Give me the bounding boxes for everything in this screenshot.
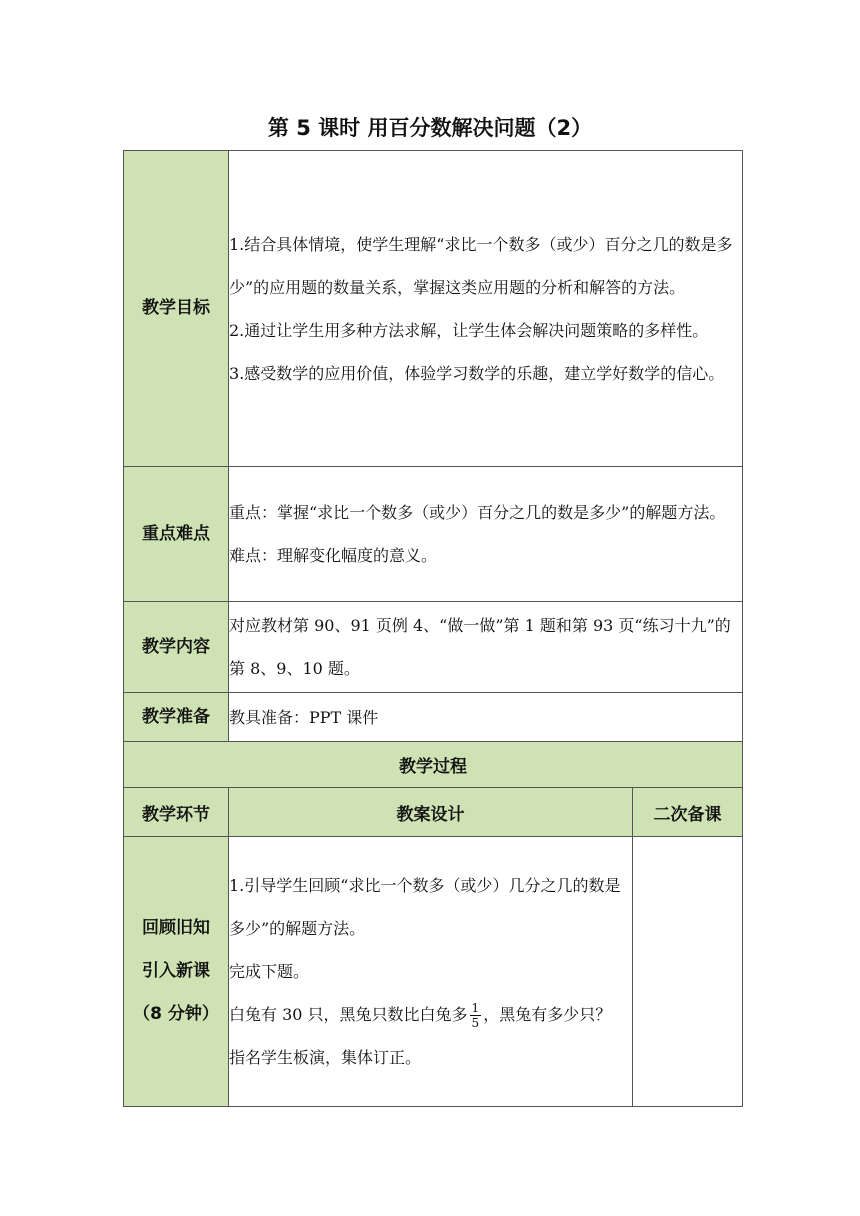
teaching-goals-content [229, 151, 743, 467]
key-points-content [229, 467, 743, 602]
column-header-stage: 教学环节 [124, 788, 229, 837]
teaching-prep-text [229, 693, 743, 742]
goal-item: 2.通过让学生用多种方法求解，让学生体会解决问题策略的多样性。 [229, 320, 709, 340]
row-teaching-content [124, 602, 743, 693]
label-teaching-goals: 教学目标 [124, 151, 229, 467]
stage-label [124, 837, 229, 1107]
problem-text-after: ，黑兔有多少只？ [483, 1005, 612, 1024]
row-process-header [124, 742, 743, 788]
column-header-design: 教案设计 [229, 788, 633, 837]
stage-design-content [229, 837, 633, 1107]
goal-item: 3.感受数学的应用价值，体验学习数学的乐趣，建立学好数学的信心。 [229, 363, 725, 383]
column-header-notes: 二次备课 [633, 788, 743, 837]
lesson-plan-table [123, 150, 743, 1107]
process-header: 教学过程 [124, 742, 743, 788]
stage-notes-cell [633, 837, 743, 1107]
row-key-points [124, 467, 743, 602]
key-point-item: 重点：掌握“求比一个数多（或少）百分之几的数是多少”的解题方法。 [229, 503, 726, 522]
fraction-numerator: 1 [471, 1001, 480, 1015]
label-teaching-content: 教学内容 [124, 602, 229, 693]
label-teaching-prep: 教学准备 [124, 693, 229, 742]
stage-label-line: 回顾旧知 [142, 918, 210, 938]
design-paragraph: 完成下题。 [229, 962, 310, 981]
stage-label-line: 引入新课 [142, 961, 210, 981]
teaching-content-paragraph: 对应教材第 90、91 页例 4、“做一做”第 1 题和第 93 页“练习十九”的第 8、9、10 题。 [229, 616, 731, 678]
fraction-one-fifth [470, 1001, 482, 1030]
row-column-headers [124, 788, 743, 837]
teaching-prep-paragraph: 教具准备：PPT 课件 [229, 707, 379, 727]
teaching-content-text [229, 602, 743, 693]
problem-text-before: 白兔有 30 只，黑兔只数比白兔多 [229, 1005, 468, 1024]
goal-item: 1.结合具体情境，使学生理解“求比一个数多（或少）百分之几的数是多少”的应用题的数量关系，掌握这类应用题的分析和解答的方法。 [229, 234, 733, 297]
design-paragraph: 指名学生板演，集体订正。 [229, 1048, 422, 1067]
key-point-item: 难点：理解变化幅度的意义。 [229, 546, 438, 565]
design-paragraph: 1.引导学生回顾“求比一个数多（或少）几分之几的数是多少”的解题方法。 [229, 876, 621, 938]
label-key-points: 重点难点 [124, 467, 229, 602]
fraction-denominator: 5 [471, 1016, 480, 1030]
stage-label-line: （8 分钟） [133, 1004, 219, 1024]
row-teaching-goals [124, 151, 743, 467]
page-title: 第 5 课时 用百分数解决问题（2） [267, 116, 593, 140]
row-stage-review [124, 837, 743, 1107]
row-teaching-prep [124, 693, 743, 742]
design-problem [229, 993, 632, 1036]
